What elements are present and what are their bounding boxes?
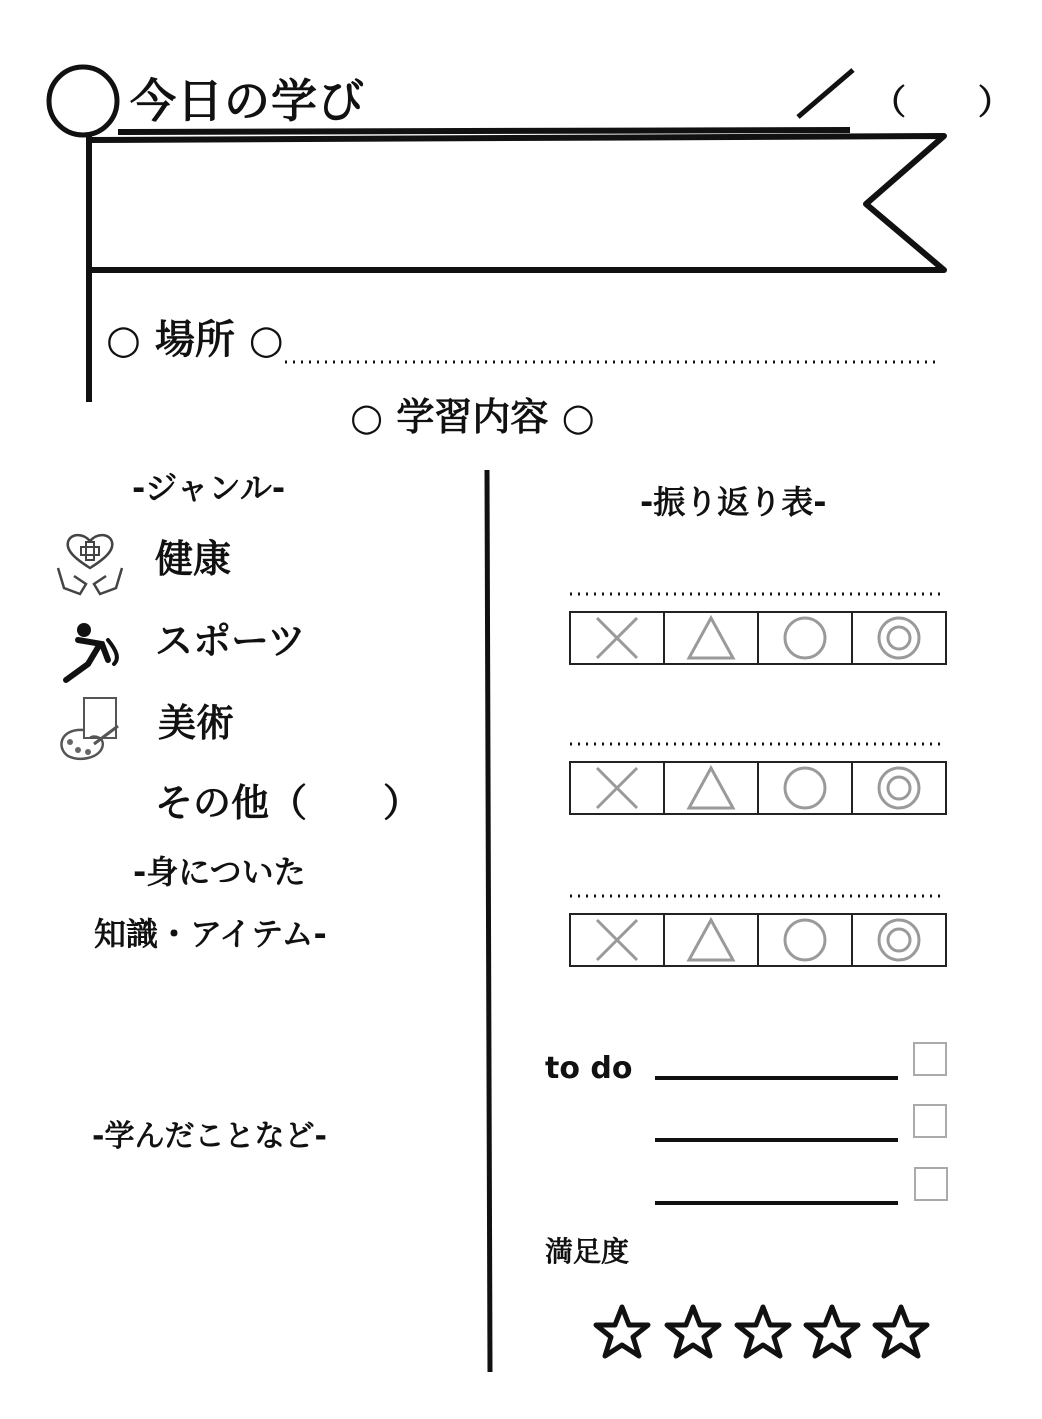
review-cell [852, 612, 946, 664]
place-label: ○ 場所 ○ [106, 317, 284, 363]
review-heading: -振り返り表- [640, 483, 827, 521]
todo-checkbox[interactable] [914, 1167, 948, 1201]
palette-icon [54, 694, 124, 762]
review-cell [758, 612, 852, 664]
column-divider [487, 470, 490, 1372]
rating-circle-icon[interactable] [785, 920, 825, 960]
rating-triangle-icon[interactable] [689, 768, 733, 808]
genre-item-sports: スポーツ [155, 619, 306, 663]
genre-item-other: その他（ ） [155, 781, 422, 825]
review-cell [758, 914, 852, 966]
rating-triangle-icon[interactable] [689, 920, 733, 960]
star-icon[interactable] [664, 1303, 722, 1365]
rating-double-circle-icon[interactable] [879, 618, 919, 658]
star-icon[interactable] [803, 1303, 861, 1365]
star-icon[interactable] [872, 1303, 930, 1365]
rating-triangle-icon[interactable] [689, 618, 733, 658]
page-title: 今日の学び [130, 74, 365, 128]
skills-heading-line2: 知識・アイテム- [94, 915, 327, 953]
content-heading: ○ 学習内容 ○ [350, 395, 595, 439]
star-icon[interactable] [593, 1303, 651, 1365]
title-banner [89, 136, 944, 270]
star-icon[interactable] [734, 1303, 792, 1365]
runner-icon [58, 620, 128, 684]
date-slash [798, 70, 853, 117]
todo-checkbox[interactable] [913, 1042, 947, 1076]
satisfaction-label: 満足度 [545, 1235, 630, 1268]
todo-label: to do [545, 1051, 633, 1086]
rating-cross-icon[interactable] [597, 768, 637, 808]
review-cell [758, 762, 852, 814]
pole-top-circle [49, 67, 117, 135]
learned-heading: -学んだことなど- [92, 1119, 327, 1154]
heart-hands-icon [54, 528, 126, 598]
skills-heading-line1: -身についた [133, 853, 306, 891]
date-parens: （ ） [872, 83, 1042, 123]
genre-item-art: 美術 [158, 701, 235, 745]
rating-circle-icon[interactable] [785, 768, 825, 808]
review-cell [852, 762, 946, 814]
rating-cross-icon[interactable] [597, 618, 637, 658]
rating-double-circle-icon[interactable] [879, 768, 919, 808]
title-underline [118, 130, 850, 132]
rating-double-circle-icon[interactable] [879, 920, 919, 960]
review-table [570, 594, 946, 966]
review-cell [852, 914, 946, 966]
rating-circle-icon[interactable] [785, 618, 825, 658]
todo-checkbox[interactable] [913, 1104, 947, 1138]
rating-cross-icon[interactable] [597, 920, 637, 960]
genre-heading: -ジャンル- [132, 469, 286, 507]
genre-item-health: 健康 [155, 537, 232, 581]
